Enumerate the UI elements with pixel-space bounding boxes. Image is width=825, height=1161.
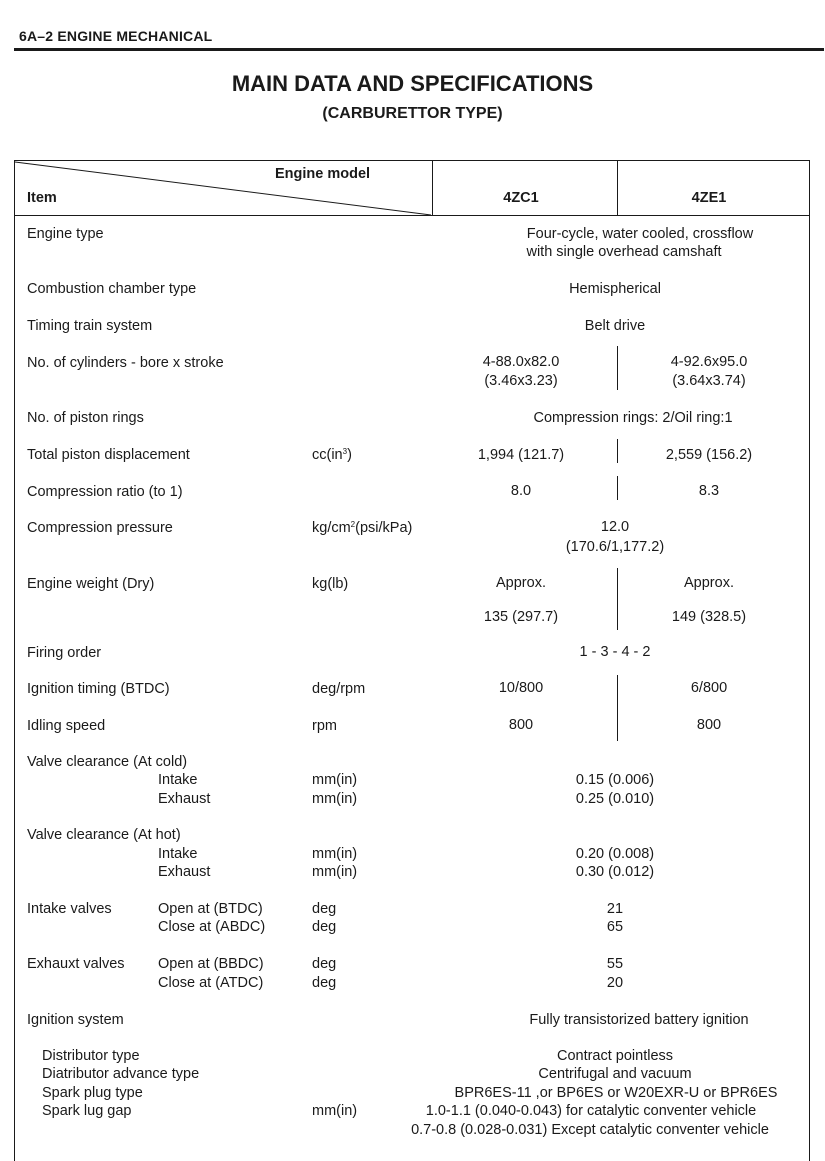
ignition-timing-label: Ignition timing (BTDC) bbox=[27, 681, 170, 697]
ignition-system-label: Ignition system bbox=[27, 1012, 124, 1028]
spark-plug-gap-label: Spark lug gap bbox=[42, 1103, 132, 1119]
ignition-timing-4zc1: 10/800 bbox=[498, 680, 544, 696]
engine-weight-4zc1: Approx. bbox=[496, 575, 546, 591]
idling-speed-4ze1: 800 bbox=[696, 717, 722, 733]
exhaust-valves-open-label: Open at (BBDC) bbox=[158, 956, 264, 972]
valve-cold-intake-value: 0.15 (0.006) bbox=[575, 772, 655, 788]
intake-valves-open-unit: deg bbox=[312, 901, 337, 917]
firing-order-label: Firing order bbox=[27, 645, 102, 661]
page-subtitle: (CARBURETTOR TYPE) bbox=[322, 105, 503, 122]
value-divider bbox=[617, 476, 618, 500]
exhaust-valves-open-value: 55 bbox=[606, 956, 624, 972]
engine-type-label: Engine type bbox=[27, 226, 104, 242]
model-4ze1-heading: 4ZE1 bbox=[691, 190, 727, 206]
value-divider bbox=[617, 439, 618, 463]
displacement-4zc1: 1,994 (121.7) bbox=[477, 447, 565, 463]
engine-model-heading: Engine model bbox=[275, 166, 371, 182]
engine-weight-4zc1: 135 (297.7) bbox=[483, 609, 559, 625]
engine-weight-unit: kg(lb) bbox=[312, 576, 349, 592]
distributor-advance-label: Diatributor advance type bbox=[42, 1066, 200, 1082]
compression-pressure-label: Compression pressure bbox=[27, 520, 173, 536]
displacement-4ze1: 2,559 (156.2) bbox=[665, 447, 753, 463]
intake-valves-label: Intake valves bbox=[27, 901, 112, 917]
spark-plug-gap-unit: mm(in) bbox=[312, 1103, 358, 1119]
timing-train-value: Belt drive bbox=[584, 318, 646, 334]
cylinders-4zc1: 4-88.0x82.0 bbox=[482, 354, 560, 370]
displacement-label: Total piston displacement bbox=[27, 447, 190, 463]
engine-type-value: Four-cycle, water cooled, crossflow bbox=[526, 226, 754, 242]
distributor-type-label: Distributor type bbox=[42, 1048, 140, 1064]
intake-valves-close-unit: deg bbox=[312, 919, 337, 935]
timing-train-label: Timing train system bbox=[27, 318, 153, 334]
cylinders-4ze1: (3.64x3.74) bbox=[672, 373, 746, 389]
intake-valves-open-value: 21 bbox=[606, 901, 624, 917]
engine-type-value: with single overhead camshaft bbox=[526, 244, 722, 260]
intake-valves-close-value: 65 bbox=[606, 919, 624, 935]
piston-rings-label: No. of piston rings bbox=[27, 410, 144, 426]
combustion-chamber-value: Hemispherical bbox=[569, 281, 661, 297]
spark-plug-gap-value: 1.0-1.1 (0.040-0.043) for catalytic conventer vehicle bbox=[425, 1103, 757, 1119]
valve-hot-intake-value: 0.20 (0.008) bbox=[575, 846, 655, 862]
exhaust-valves-close-label: Close at (ATDC) bbox=[158, 975, 264, 991]
page-title: MAIN DATA AND SPECIFICATIONS bbox=[231, 71, 594, 96]
idling-speed-4zc1: 800 bbox=[508, 717, 534, 733]
valve-cold-exhaust-unit: mm(in) bbox=[312, 791, 358, 807]
value-divider bbox=[617, 675, 618, 741]
firing-order-value: 1 - 3 - 4 - 2 bbox=[579, 644, 651, 660]
exhaust-valves-close-unit: deg bbox=[312, 975, 337, 991]
compression-pressure-unit: $kg/cm^2(psi/kPa)$ bbox=[312, 520, 413, 536]
spark-plug-gap-value: 0.7-0.8 (0.028-0.031) Except catalytic conventer vehicle bbox=[411, 1122, 769, 1138]
compression-ratio-4ze1: 8.3 bbox=[698, 483, 720, 499]
valve-cold-exhaust-value: 0.25 (0.010) bbox=[575, 791, 655, 807]
model-4zc1-heading: 4ZC1 bbox=[503, 190, 539, 206]
item-heading: Item bbox=[27, 190, 57, 206]
engine-weight-4ze1: 149 (328.5) bbox=[671, 609, 747, 625]
cylinders-4ze1: 4-92.6x95.0 bbox=[670, 354, 748, 370]
idling-speed-label: Idling speed bbox=[27, 718, 106, 734]
valve-cold-intake-unit: mm(in) bbox=[312, 772, 358, 788]
exhaust-valves-close-value: 20 bbox=[606, 975, 624, 991]
intake-valves-open-label: Open at (BTDC) bbox=[158, 901, 263, 917]
engine-weight-4ze1: Approx. bbox=[684, 575, 734, 591]
distributor-type-value: Contract pointless bbox=[556, 1048, 674, 1064]
valve-hot-exhaust-unit: mm(in) bbox=[312, 864, 358, 880]
page-header: 6A–2 ENGINE MECHANICAL bbox=[19, 28, 213, 44]
compression-ratio-label: Compression ratio (to 1) bbox=[27, 484, 183, 500]
valve-cold-label: Valve clearance (At cold) bbox=[27, 754, 188, 770]
valve-hot-label: Valve clearance (At hot) bbox=[27, 827, 181, 843]
ignition-system-value: Fully transistorized battery ignition bbox=[529, 1012, 749, 1028]
piston-rings-value: Compression rings: 2/Oil ring:1 bbox=[533, 410, 733, 426]
valve-hot-exhaust-value: 0.30 (0.012) bbox=[575, 864, 655, 880]
exhaust-valves-label: Exhauxt valves bbox=[27, 956, 125, 972]
spark-plug-type-label: Spark plug type bbox=[42, 1085, 143, 1101]
compression-pressure-value: 12.0 bbox=[600, 519, 630, 535]
ignition-timing-unit: deg/rpm bbox=[312, 681, 366, 697]
compression-ratio-4zc1: 8.0 bbox=[510, 483, 532, 499]
spark-plug-type-value: BPR6ES-11 ,or BP6ES or W20EXR-U or BPR6ES bbox=[454, 1085, 778, 1101]
value-divider bbox=[617, 346, 618, 390]
valve-cold-intake-label: Intake bbox=[158, 772, 198, 788]
distributor-advance-value: Centrifugal and vacuum bbox=[538, 1066, 692, 1082]
exhaust-valves-open-unit: deg bbox=[312, 956, 337, 972]
valve-hot-intake-label: Intake bbox=[158, 846, 198, 862]
combustion-chamber-label: Combustion chamber type bbox=[27, 281, 197, 297]
intake-valves-close-label: Close at (ABDC) bbox=[158, 919, 266, 935]
compression-pressure-value: (170.6/1,177.2) bbox=[565, 539, 665, 555]
cylinders-4zc1: (3.46x3.23) bbox=[484, 373, 558, 389]
displacement-unit: $cc(in^3)$ bbox=[312, 447, 352, 463]
valve-hot-exhaust-label: Exhaust bbox=[158, 864, 211, 880]
value-divider bbox=[617, 568, 618, 630]
ignition-timing-4ze1: 6/800 bbox=[690, 680, 728, 696]
valve-cold-exhaust-label: Exhaust bbox=[158, 791, 211, 807]
cylinders-label: No. of cylinders - bore x stroke bbox=[27, 355, 224, 371]
valve-hot-intake-unit: mm(in) bbox=[312, 846, 358, 862]
engine-weight-label: Engine weight (Dry) bbox=[27, 576, 155, 592]
idling-speed-unit: rpm bbox=[312, 718, 337, 734]
